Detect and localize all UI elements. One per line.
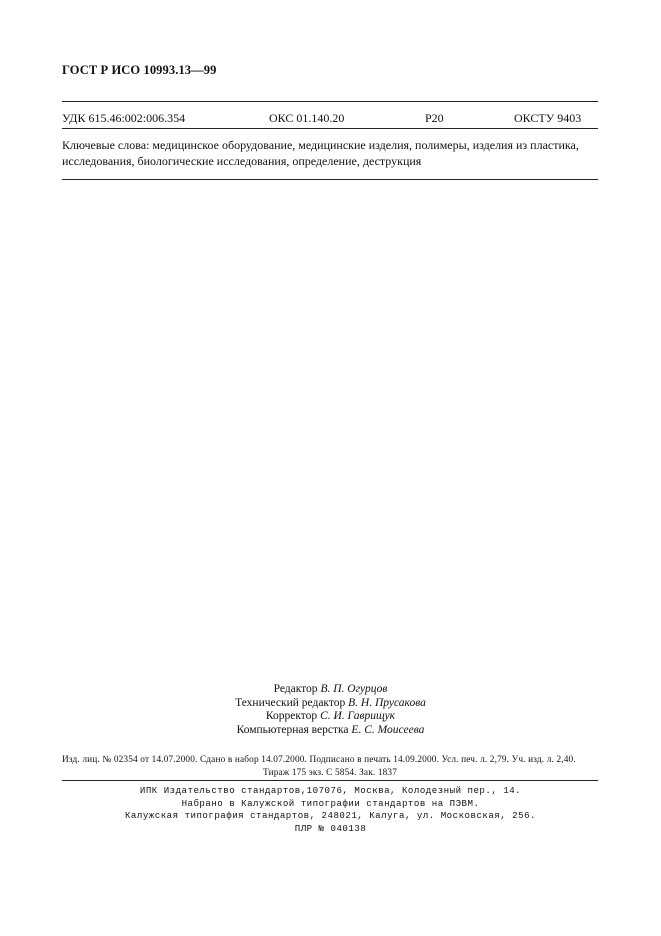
imprint-line-2: Тираж 175 экз. С 5854. Зак. 1837	[262, 768, 398, 778]
credit-layout	[0, 724, 661, 738]
credit-name: В. Н. Прусакова	[348, 696, 426, 709]
imprint-line-1: Изд. лиц. № 02354 от 14.07.2000. Сдано в набор 14.07.2000. Подписано в печать 14.09.2000. Усл. печ. л. 2,79. Уч. изд. л. 2,40.	[62, 755, 576, 765]
credit-role: Компьютерная верстка	[236, 723, 349, 736]
credit-name: С. И. Гаврищук	[320, 710, 396, 722]
udk-code: УДК 615.46:002:006.354	[62, 111, 186, 125]
credits-block	[0, 683, 661, 737]
keywords-paragraph: Ключевые слова: медицинское оборудование, медицинские изделия, полимеры, изделия из пластика, исследования, биологические исследования, определение, деструкция	[62, 138, 579, 168]
printer-line-1: ИПК Издательство стандартов,107076, Москва, Колодезный пер., 14.	[139, 785, 522, 796]
imprint-block	[62, 754, 598, 780]
okstu-code: ОКСТУ 9403	[514, 111, 582, 125]
credit-name: В. П. Огурцов	[320, 683, 388, 695]
group-code: Р20	[425, 111, 444, 125]
credit-role: Редактор	[273, 683, 318, 695]
credit-name: Е. С. Моисеева	[351, 723, 425, 736]
printer-line-3: Калужская типография стандартов, 248021, Калуга, ул. Московская, 256.	[124, 810, 537, 821]
credit-role: Корректор	[265, 710, 318, 722]
credit-technical-editor	[0, 697, 661, 711]
printer-line-4: ПЛР № 040138	[294, 822, 367, 834]
standard-title: ГОСТ Р ИСО 10993.13—99	[62, 63, 217, 77]
credit-role: Технический редактор	[235, 696, 346, 709]
imprint-divider	[62, 780, 598, 781]
bottom-divider	[62, 179, 598, 180]
printer-line-2: Набрано в Калужской типографии стандартов на ПЭВМ.	[181, 797, 480, 809]
printer-block	[0, 785, 661, 835]
credit-editor	[0, 683, 661, 697]
middle-divider	[62, 128, 598, 129]
top-divider	[62, 101, 598, 102]
credit-proofreader	[0, 710, 661, 724]
oks-code: ОКС 01.140.20	[269, 111, 345, 125]
